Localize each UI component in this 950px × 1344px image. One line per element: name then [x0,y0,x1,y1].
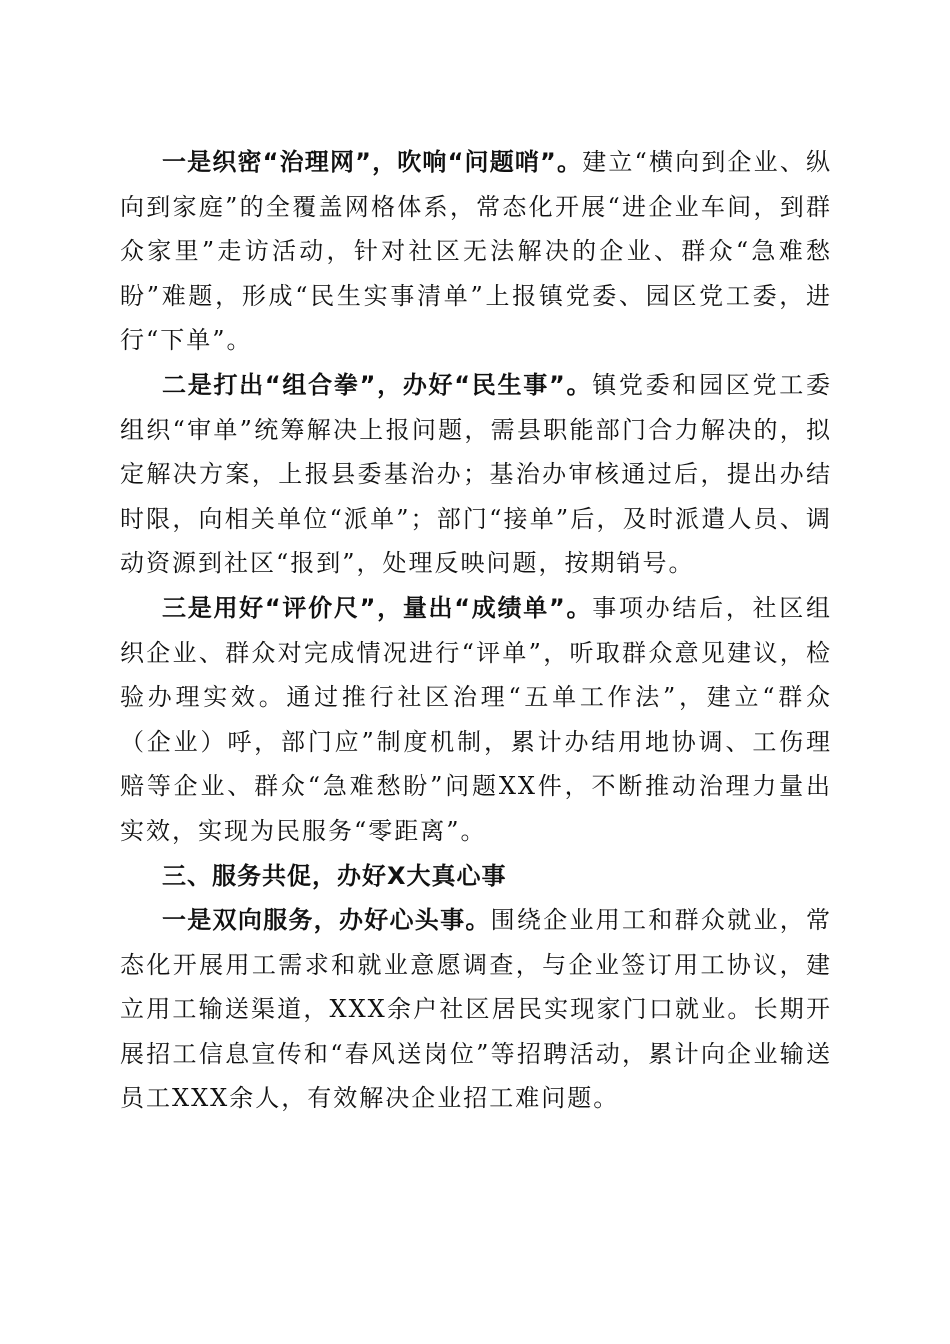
paragraph-lead: 一是双向服务，办好心头事。 [162,906,491,935]
paragraph-body: 镇党委和园区党工委组织“审单”统筹解决上报问题，需县职能部门合力解决的，拟定解决方案，上报县委基治办；基治办审核通过后，提出办结时限，向相关单位“派单”；部门“接单”后，及时派遣人员、调动资源到社区“报到”，处理反映问题，按期销号。 [120,370,833,578]
paragraph-body: 建立“横向到企业、纵向到家庭”的全覆盖网格体系，常态化开展“进企业车间，到群众家里”走访活动，针对社区无法解决的企业、群众“急难愁盼”难题，形成“民生实事清单”上报镇党委、园区党工委，进行“下单”。 [120,148,832,355]
paragraph-combination-punch [120,363,832,586]
paragraph-two-way-service [120,898,832,1121]
section-heading: 三、服务共促，办好X大真心事 [162,861,507,890]
paragraph-lead: 三是用好“评价尺”，量出“成绩单”。 [162,593,593,622]
paragraph-governance-network [120,140,832,363]
paragraph-lead: 二是打出“组合拳”，办好“民生事”。 [162,370,593,399]
paragraph-lead: 一是织密“治理网”，吹响“问题哨”。 [162,148,583,176]
paragraph-body: 事项办结后，社区组织企业、群众对完成情况进行“评单”，听取群众意见建议，检验办理实效。通过推行社区治理“五单工作法”，建立“群众（企业）呼，部门应”制度机制，累计办结用地协调、工伤理赔等企业、群众“急难愁盼”问题XX件，不断推动治理力量出实效，实现为民服务“零距离”。 [120,593,833,845]
paragraph-body: 围绕企业用工和群众就业，常态化开展用工需求和就业意愿调查，与企业签订用工协议，建立用工输送渠道，XXX余户社区居民实现家门口就业。长期开展招工信息宣传和“春风送岗位”等招聘活动，累计向企业输送员工XXX余人，有效解决企业招工难问题。 [120,906,832,1113]
document-page [120,140,832,1121]
paragraph-evaluation-ruler [120,586,832,854]
